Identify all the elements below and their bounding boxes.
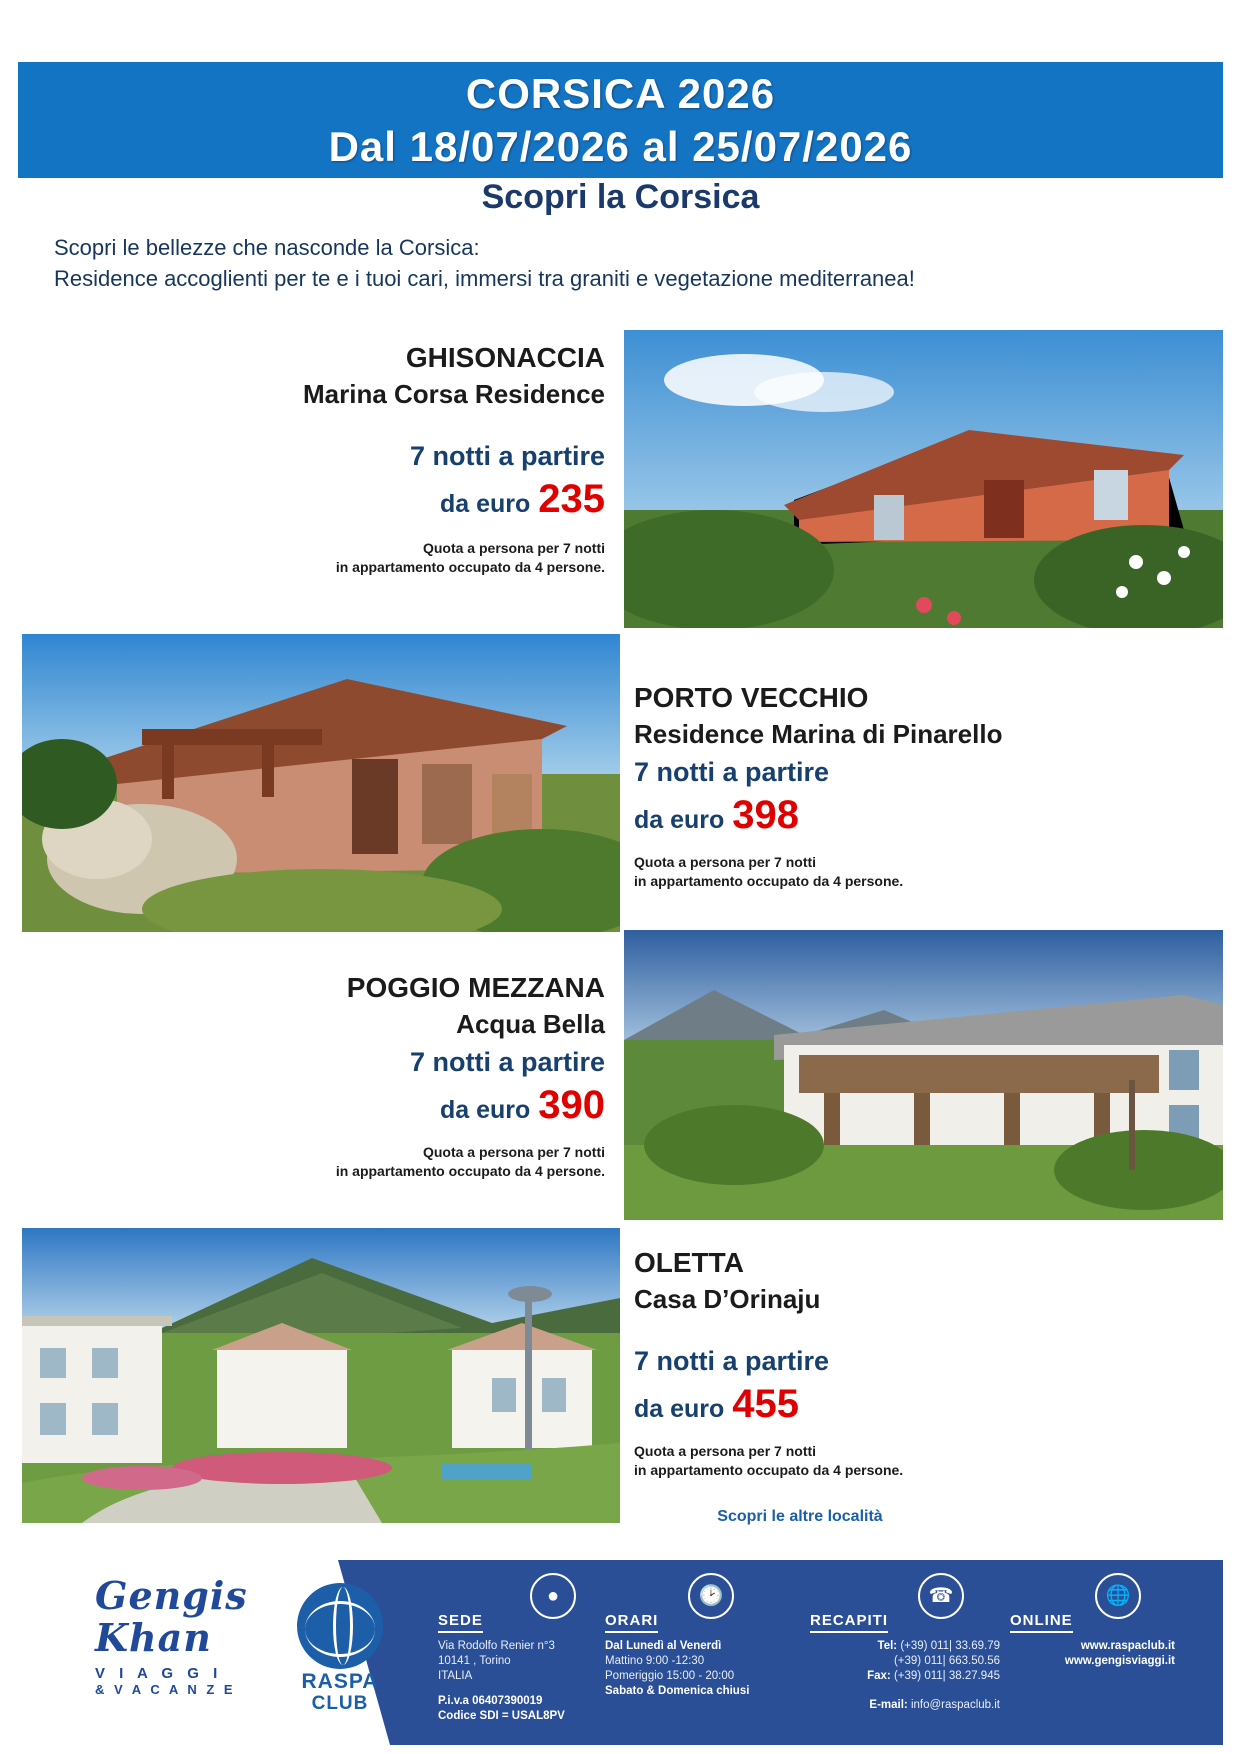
- footer-column-orari: [605, 1612, 785, 1699]
- offer-price-prefix: da euro: [439, 490, 531, 518]
- offer-note: [120, 1143, 605, 1181]
- offer-note-line2: in appartamento occupato da 4 persone.: [335, 1163, 605, 1179]
- orari-morning: Mattino 9:00 -12:30: [605, 1655, 705, 1667]
- footer-orari-body: [605, 1639, 785, 1699]
- offer-note-line1: Quota a persona per 7 notti: [422, 1144, 605, 1160]
- recapiti-tel-2: (+39) 011| 663.50.56: [893, 1655, 1000, 1667]
- brand-logo-raspa-club: [285, 1583, 395, 1715]
- offer-image-poggio-mezzana: [624, 930, 1223, 1220]
- recapiti-email-label: E-mail:: [869, 1699, 908, 1711]
- page-subtitle: Scopri la Corsica: [481, 178, 760, 216]
- offer-nights: 7 notti a partire: [409, 1047, 605, 1077]
- offer-price-prefix: da euro: [439, 1096, 531, 1124]
- recapiti-fax: (+39) 011| 38.27.945: [893, 1670, 1000, 1682]
- offer-note-line2: in appartamento occupato da 4 persone.: [634, 1462, 904, 1478]
- offer-note-line2: in appartamento occupato da 4 persone.: [634, 873, 904, 889]
- brand-tagline-1: V I A G G I: [95, 1665, 223, 1682]
- banner-title-line2: Dal 18/07/2026 al 25/07/2026: [328, 123, 913, 170]
- offer-note-line2: in appartamento occupato da 4 persone.: [335, 559, 605, 575]
- offer-location: PORTO VECCHIO: [634, 682, 869, 713]
- photo-poggio-mezzana: [624, 930, 1223, 1220]
- brand-name-line2: Khan: [95, 1615, 212, 1660]
- footer-sede-body: [438, 1639, 588, 1724]
- orari-closed: Sabato & Domenica chiusi: [605, 1685, 750, 1697]
- clock-icon: 🕑: [688, 1573, 734, 1619]
- offer-note: [120, 539, 605, 577]
- photo-porto-vecchio: [22, 634, 620, 932]
- banner-title-line1: CORSICA 2026: [465, 70, 776, 117]
- offer-price-prefix: da euro: [634, 1395, 725, 1423]
- orari-days: Dal Lunedì al Venerdì: [605, 1640, 722, 1652]
- offer-image-oletta: [22, 1228, 620, 1523]
- offer-location: OLETTA: [634, 1247, 744, 1278]
- location-pin-icon: ●: [530, 1573, 576, 1619]
- header-banner: [18, 62, 1223, 178]
- offer-price-line: [120, 1082, 605, 1137]
- sede-sdi: Codice SDI = USAL8PV: [438, 1710, 565, 1722]
- intro-line-1: Scopri le bellezze che nasconde la Corsica:: [54, 235, 480, 260]
- brand-tagline-2: & V A C A N Z E: [95, 1682, 236, 1697]
- offer-price: 390: [538, 1083, 605, 1127]
- footer-recapiti-title: RECAPITI: [810, 1612, 888, 1633]
- offer-price-line: [120, 476, 605, 531]
- raspa-line1: RASPA: [301, 1670, 379, 1693]
- offer-text-porto-vecchio: [634, 680, 1194, 891]
- offer-note: [634, 853, 1194, 891]
- offer-residence: Casa D’Orinaju: [634, 1284, 821, 1314]
- online-site-1[interactable]: www.raspaclub.it: [1080, 1640, 1175, 1652]
- offer-residence: Marina Corsa Residence: [302, 379, 605, 409]
- offer-price-prefix: da euro: [634, 806, 725, 834]
- offer-price: 235: [538, 477, 605, 521]
- footer-online-body: [1010, 1639, 1175, 1669]
- offer-price-line: [634, 1381, 1194, 1436]
- recapiti-tel-label: Tel:: [877, 1640, 898, 1652]
- offer-nights: 7 notti a partire: [634, 757, 830, 787]
- sede-address-3: ITALIA: [438, 1670, 473, 1682]
- footer-column-online: [1010, 1612, 1190, 1669]
- offer-text-poggio-mezzana: [120, 970, 605, 1181]
- offer-residence: Residence Marina di Pinarello: [634, 719, 1003, 749]
- raspa-line2: CLUB: [311, 1693, 369, 1714]
- sede-address-2: 10141 , Torino: [438, 1655, 511, 1667]
- footer-sede-title: SEDE: [438, 1612, 483, 1633]
- offer-note-line1: Quota a persona per 7 notti: [422, 540, 605, 556]
- offer-note-line1: Quota a persona per 7 notti: [634, 1443, 817, 1459]
- offer-price: 398: [732, 793, 800, 837]
- offer-location: GHISONACCIA: [405, 342, 605, 373]
- offer-image-ghisonaccia: [624, 330, 1223, 628]
- footer-column-recapiti: [810, 1612, 1025, 1713]
- recapiti-fax-label: Fax:: [867, 1670, 891, 1682]
- online-site-2[interactable]: www.gengisviaggi.it: [1064, 1655, 1175, 1667]
- photo-ghisonaccia: [624, 330, 1223, 628]
- offer-note: [634, 1442, 1194, 1480]
- intro-line-2: Residence accoglienti per te e i tuoi cari, immersi tra graniti e vegetazione mediterranea!: [54, 266, 915, 291]
- offer-location: POGGIO MEZZANA: [346, 972, 605, 1003]
- more-destinations-link[interactable]: Scopri le altre località: [717, 1508, 883, 1525]
- offer-text-oletta: [634, 1245, 1194, 1480]
- photo-oletta: [22, 1228, 620, 1523]
- phone-icon: ☎: [918, 1573, 964, 1619]
- offer-residence: Acqua Bella: [456, 1009, 605, 1039]
- footer-recapiti-body: [810, 1639, 1000, 1713]
- footer-column-sede: [438, 1612, 588, 1724]
- offer-price-line: [634, 792, 1194, 847]
- footer-online-title: ONLINE: [1010, 1612, 1073, 1633]
- recapiti-tel-1: (+39) 011| 33.69.79: [900, 1640, 1000, 1652]
- globe-icon: [297, 1583, 383, 1669]
- sede-piva: P.i.v.a 06407390019: [438, 1695, 543, 1707]
- globe-web-icon: 🌐: [1095, 1573, 1141, 1619]
- offer-nights: 7 notti a partire: [409, 441, 605, 471]
- offer-note-line1: Quota a persona per 7 notti: [634, 854, 817, 870]
- offer-price: 455: [732, 1382, 800, 1426]
- raspa-name: [285, 1671, 395, 1715]
- offer-nights: 7 notti a partire: [634, 1346, 830, 1376]
- offer-text-ghisonaccia: [120, 340, 605, 577]
- footer-orari-title: ORARI: [605, 1612, 658, 1633]
- sede-address-1: Via Rodolfo Renier n°3: [438, 1640, 555, 1652]
- intro-text: [54, 232, 1194, 294]
- orari-afternoon: Pomeriggio 15:00 - 20:00: [605, 1670, 735, 1682]
- recapiti-email[interactable]: info@raspaclub.it: [910, 1699, 1000, 1711]
- brand-name-line1: Gengis: [95, 1573, 248, 1618]
- offer-image-porto-vecchio: [22, 634, 620, 932]
